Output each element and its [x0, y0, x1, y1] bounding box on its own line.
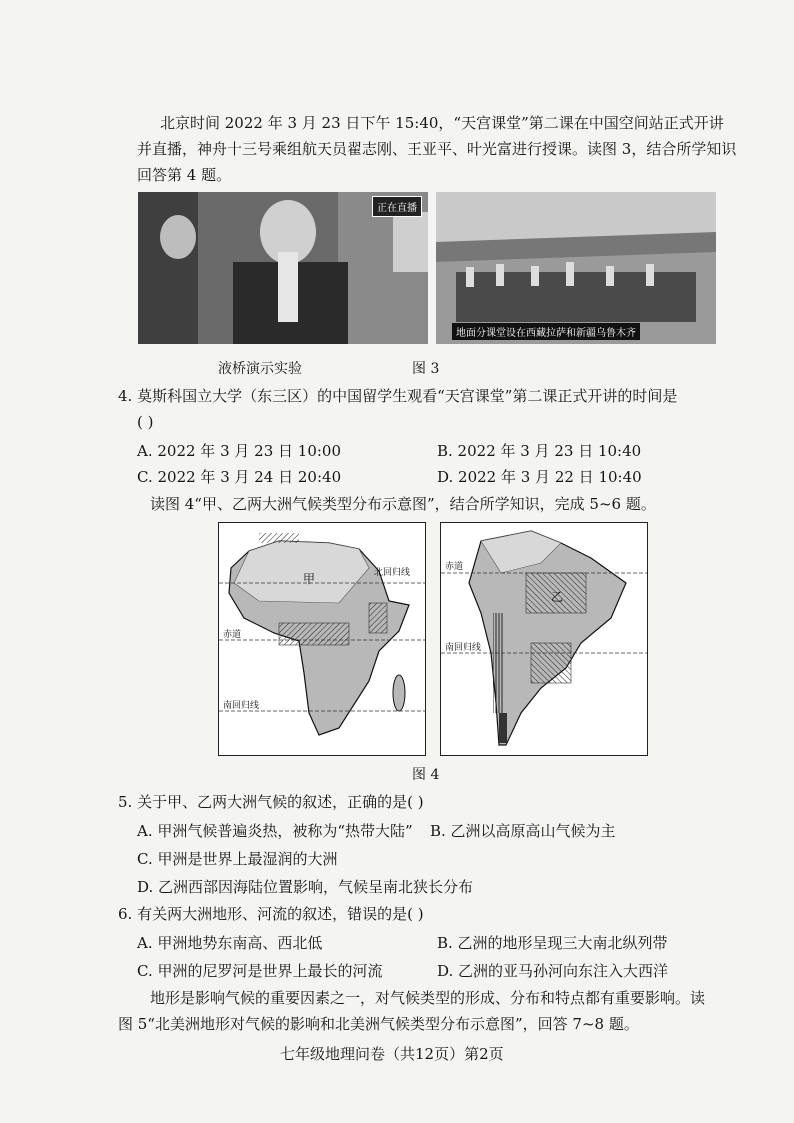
ground-classroom-photo — [436, 192, 716, 344]
outro-line-2: 图 5“北美洲地形对气候的影响和北美洲气候类型分布示意图”，回答 7~8 题。 — [118, 1015, 639, 1033]
intro-line-3: 回答第 4 题。 — [137, 166, 232, 184]
tropic-of-capricorn-label-left: 南回归线 — [223, 701, 260, 711]
africa-map — [218, 522, 426, 756]
intro-line-1: 北京时间 2022 年 3 月 23 日下午 15:40，“天宫课堂”第二课在中国空间站正式开讲 — [160, 114, 724, 132]
q5-option-a: A. 甲洲气候普遍炎热，被称为“热带大陆” — [137, 822, 413, 840]
page-footer: 七年级地理问卷（共12页）第2页 — [280, 1045, 504, 1063]
south-america-label: 乙 — [551, 590, 564, 604]
q5-stem: 5. 关于甲、乙两大洲气候的叙述，正确的是( ) — [118, 793, 424, 811]
south-america-map — [440, 522, 648, 756]
live-badge: 正在直播 — [372, 196, 422, 217]
tropic-of-cancer-label: 北回归线 — [374, 568, 411, 578]
equator-label-left: 赤道 — [223, 630, 242, 640]
q4-option-d: D. 2022 年 3 月 22 日 10:40 — [437, 468, 642, 486]
figure3-title: 图 3 — [412, 361, 440, 377]
equator-label-right: 赤道 — [445, 562, 464, 572]
q4-option-a: A. 2022 年 3 月 23 日 10:00 — [137, 442, 342, 460]
figure4-intro: 读图 4“甲、乙两大洲气候类型分布示意图”，结合所学知识，完成 5~6 题。 — [150, 495, 656, 513]
q6-option-d: D. 乙洲的亚马孙河向东注入大西洋 — [437, 962, 669, 980]
figure4-title: 图 4 — [412, 767, 440, 783]
tropic-of-capricorn-label-right: 南回归线 — [445, 643, 482, 653]
q5-option-b: B. 乙洲以高原高山气候为主 — [430, 822, 616, 840]
q6-option-a: A. 甲洲地势东南高、西北低 — [137, 934, 323, 952]
q6-stem: 6. 有关两大洲地形、河流的叙述，错误的是( ) — [118, 905, 424, 923]
q5-option-c: C. 甲洲是世界上最湿润的大洲 — [137, 850, 338, 868]
outro-line-1: 地形是影响气候的重要因素之一，对气候类型的形成、分布和特点都有重要影响。读 — [150, 989, 706, 1007]
q6-option-c: C. 甲洲的尼罗河是世界上最长的河流 — [137, 962, 383, 980]
q4-option-b: B. 2022 年 3 月 23 日 10:40 — [437, 442, 642, 460]
photo-overlay-caption: 地面分课堂设在西藏拉萨和新疆乌鲁木齐 — [452, 323, 640, 340]
liquid-bridge-caption: 液桥演示实验 — [218, 361, 302, 377]
q6-option-b: B. 乙洲的地形呈现三大南北纵列带 — [437, 934, 668, 952]
liquid-bridge-photo — [138, 192, 428, 344]
q4-stem: 4. 莫斯科国立大学（东三区）的中国留学生观看“天宫课堂”第二课正式开讲的时间是 — [118, 387, 678, 405]
intro-line-2: 并直播，神舟十三号乘组航天员翟志刚、王亚平、叶光富进行授课。读图 3，结合所学知识 — [137, 140, 737, 158]
q4-option-c: C. 2022 年 3 月 24 日 20:40 — [137, 468, 342, 486]
africa-label: 甲 — [303, 572, 316, 586]
q5-option-d: D. 乙洲西部因海陆位置影响，气候呈南北狭长分布 — [137, 878, 474, 896]
q4-answer-blank: ( ) — [137, 413, 154, 431]
